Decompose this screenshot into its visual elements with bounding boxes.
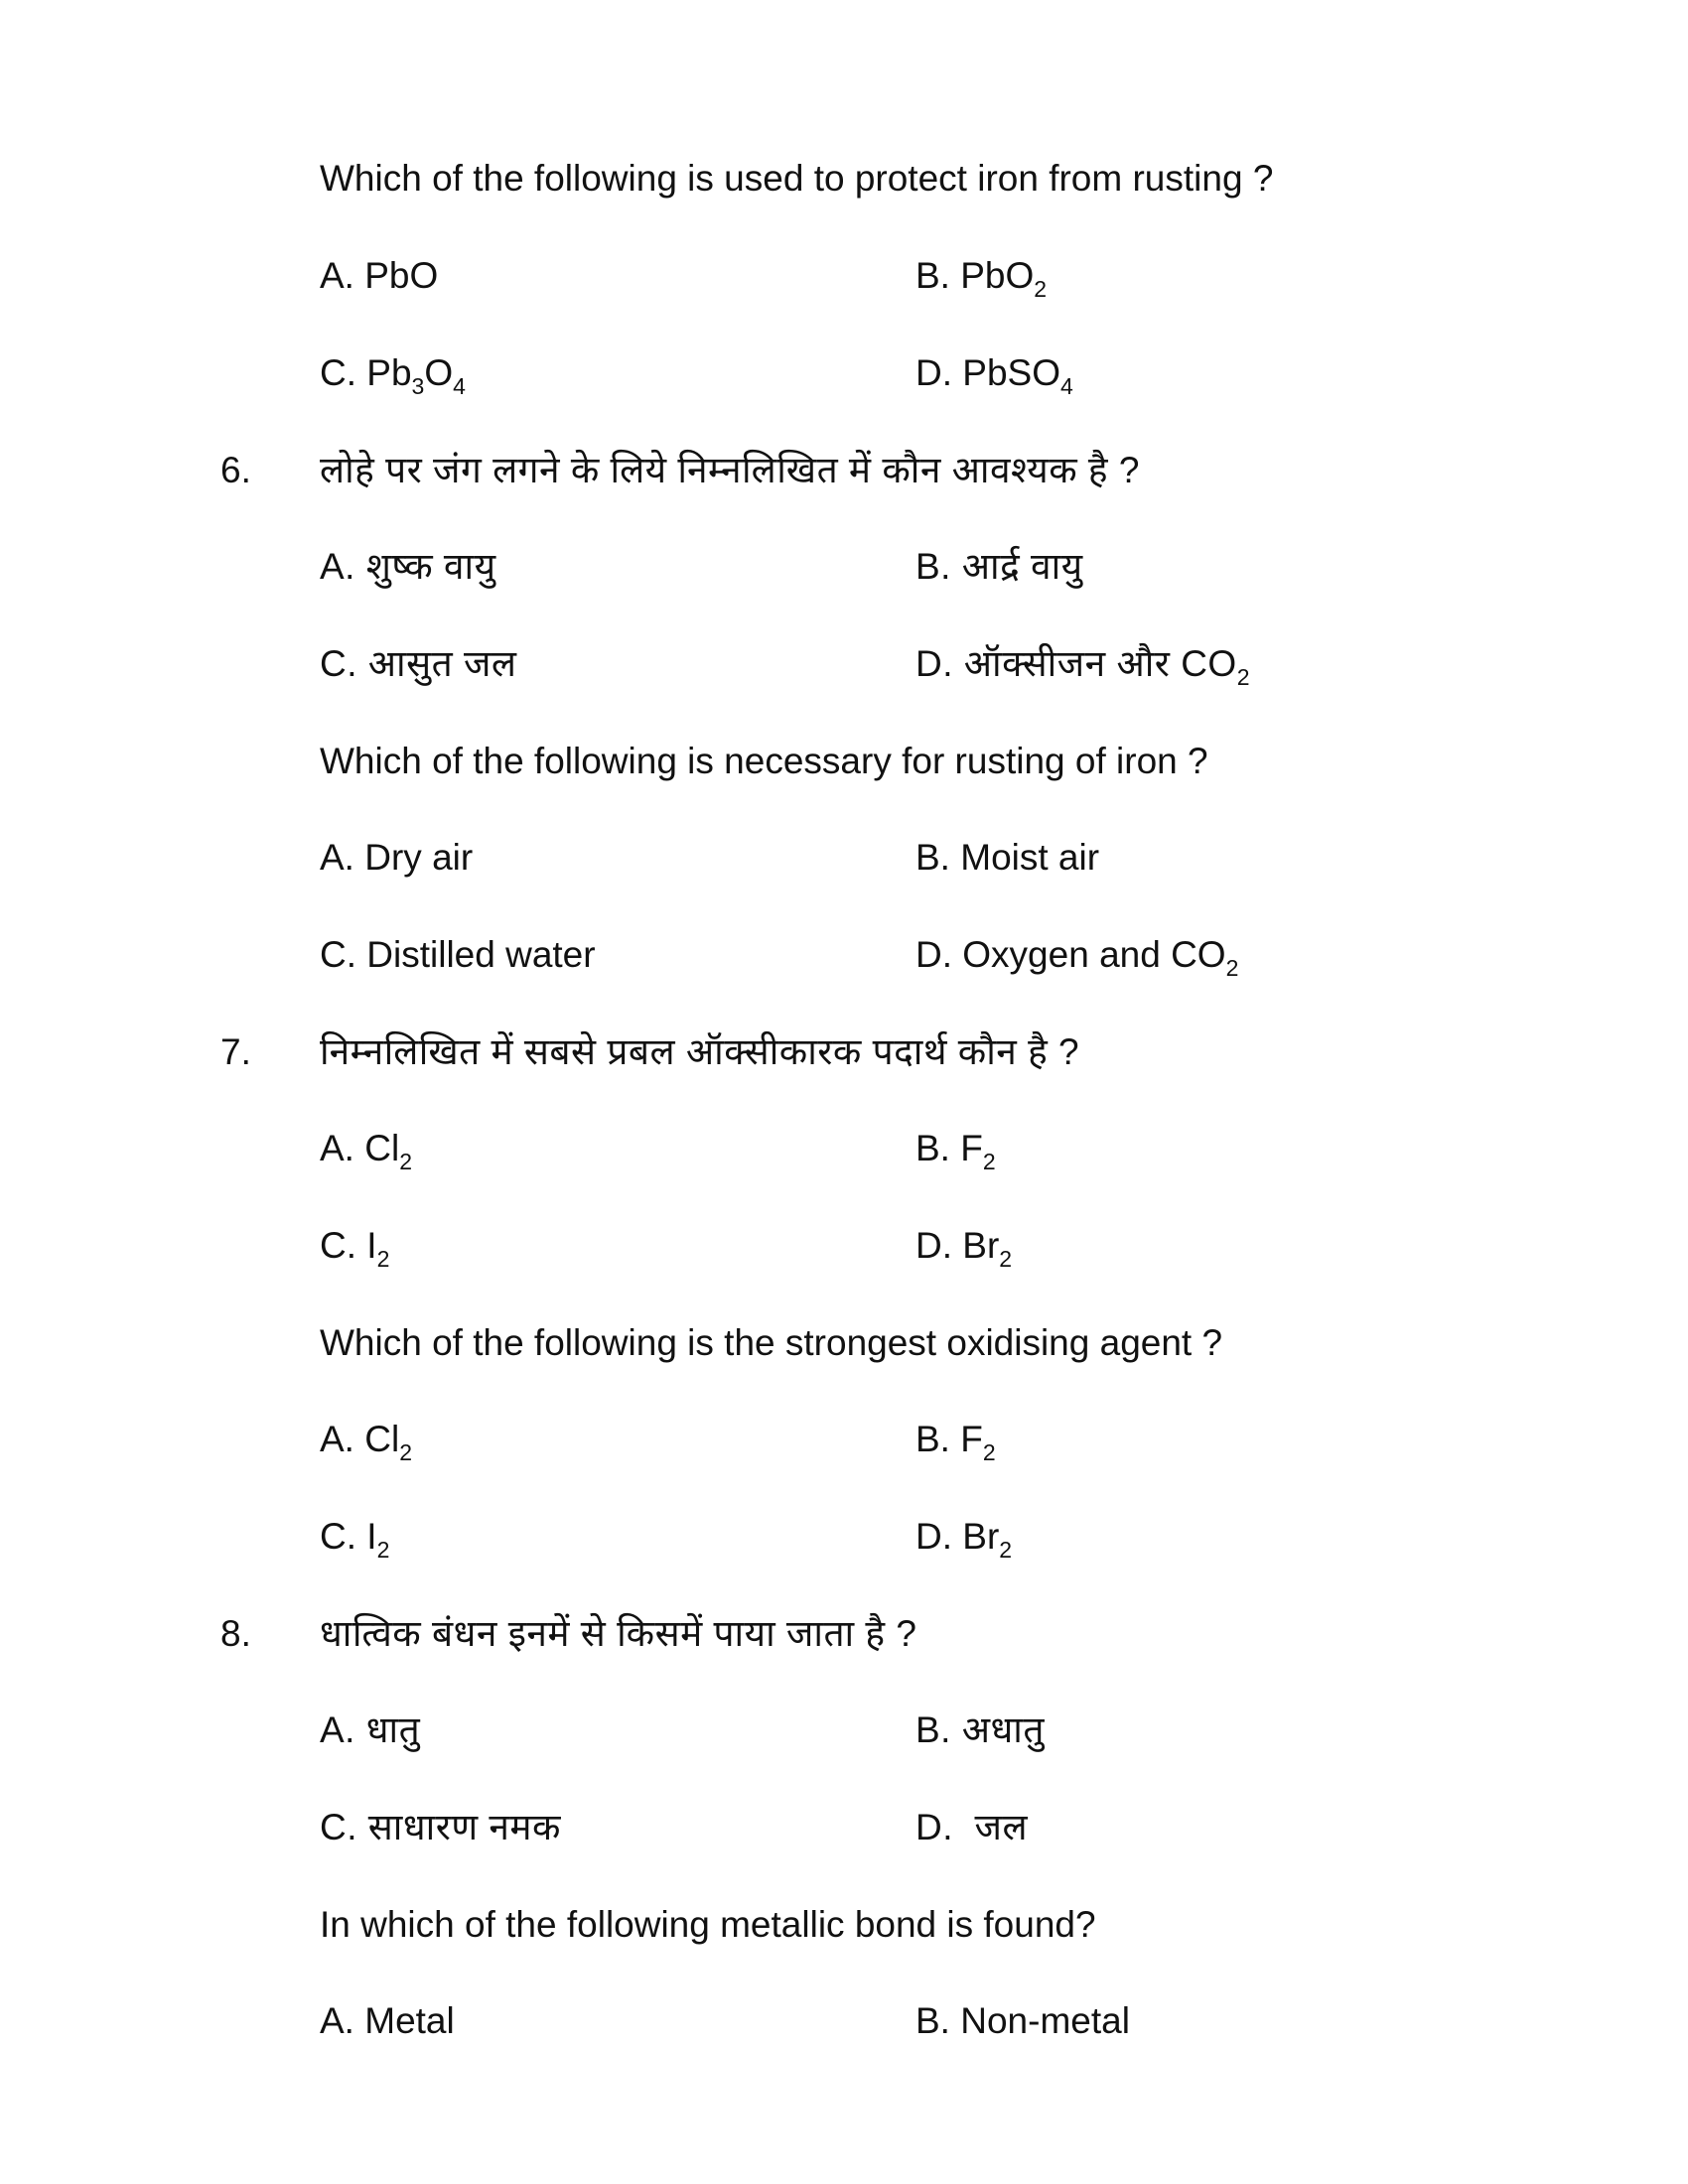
- q7-hindi-option-b: B. $F_2$: [915, 1128, 996, 1174]
- q7-english-option-d: D. $Br_2$: [915, 1516, 1013, 1563]
- q7-english-question-line: [0, 1313, 1688, 1373]
- q6-hindi-option-d: D. ऑक्सीजन और $CO_2$: [915, 643, 1250, 690]
- q8-hindi-option-c: C. साधारण नमक: [320, 1807, 561, 1847]
- q7-hindi-option-c: C. $I_2$: [320, 1225, 390, 1272]
- q6-english-option-b: B. Moist air: [915, 837, 1100, 878]
- q6-hindi-question: लोहे पर जंग लगने के लिये निम्नलिखित में कौन आवश्यक है ?: [320, 450, 1140, 490]
- q8-hindi-question: धात्विक बंधन इनमें से किसमें पाया जाता है ?: [320, 1613, 917, 1654]
- q5-english-question-line: [0, 149, 1688, 208]
- q7-hindi-options-row-2: [0, 1216, 1688, 1276]
- q7-english-option-a: A. $Cl_2$: [320, 1419, 412, 1465]
- q8-english-question-line: [0, 1895, 1688, 1955]
- q6-english-question-line: [0, 732, 1688, 791]
- q6-english-options-row-1: [0, 828, 1688, 887]
- q8-number: 8.: [220, 1613, 251, 1654]
- q6-hindi-options-row-2: [0, 634, 1688, 694]
- q7-hindi-option-a: A. $Cl_2$: [320, 1128, 412, 1174]
- q5-option-b: B. PbO$_2$: [915, 255, 1048, 302]
- q7-number: 7.: [220, 1031, 251, 1072]
- q8-hindi-options-row-2: [0, 1798, 1688, 1857]
- q7-hindi-question: निम्नलिखित में सबसे प्रबल ऑक्सीकारक पदार्थ कौन है ?: [320, 1031, 1080, 1072]
- q7-english-question: Which of the following is the strongest oxidising agent ?: [320, 1322, 1223, 1363]
- q7-english-options-row-2: [0, 1507, 1688, 1567]
- q7-hindi-question-line: [0, 1023, 1688, 1082]
- q6-english-options-row-2: [0, 925, 1688, 985]
- q5-option-c: C. $Pb_3O_4$: [320, 352, 466, 399]
- q6-english-option-a: A. Dry air: [320, 837, 474, 878]
- q8-hindi-option-d: D. जल: [915, 1807, 1029, 1847]
- q6-hindi-option-b: B. आर्द्र वायु: [915, 546, 1083, 587]
- q6-english-question: Which of the following is necessary for rusting of iron ?: [320, 741, 1208, 781]
- q8-hindi-option-a: A. धातु: [320, 1709, 421, 1750]
- q6-hindi-options-row-1: [0, 537, 1688, 597]
- q8-english-question: In which of the following metallic bond is found?: [320, 1904, 1096, 1945]
- q8-hindi-options-row-1: [0, 1701, 1688, 1760]
- q6-number: 6.: [220, 450, 251, 490]
- q6-hindi-option-a: A. शुष्क वायु: [320, 546, 496, 587]
- q7-hindi-options-row-1: [0, 1119, 1688, 1178]
- q6-english-option-c: C. Distilled water: [320, 934, 596, 975]
- q7-english-options-row-1: [0, 1410, 1688, 1469]
- q8-hindi-option-b: B. अधातु: [915, 1709, 1045, 1750]
- q5-option-a: A. PbO: [320, 255, 439, 296]
- q5-english-question: Which of the following is used to protect iron from rusting ?: [320, 158, 1274, 199]
- q6-hindi-option-c: C. आसुत जल: [320, 643, 517, 684]
- q8-english-option-a: A. Metal: [320, 2000, 455, 2041]
- q6-english-option-d: D. Oxygen and $CO_2$: [915, 934, 1239, 981]
- q5-options-row-1: [0, 246, 1688, 306]
- q7-english-option-c: C. $I_2$: [320, 1516, 390, 1563]
- q6-hindi-question-line: [0, 441, 1688, 500]
- q7-hindi-option-d: D. $Br_2$: [915, 1225, 1013, 1272]
- q5-options-row-2: [0, 343, 1688, 403]
- q8-english-options-row-1: [0, 1991, 1688, 2051]
- q7-english-option-b: B. $F_2$: [915, 1419, 996, 1465]
- q8-english-option-b: B. Non-metal: [915, 2000, 1130, 2041]
- q8-hindi-question-line: [0, 1604, 1688, 1664]
- q5-option-d: D. PbSO$_4$: [915, 352, 1073, 399]
